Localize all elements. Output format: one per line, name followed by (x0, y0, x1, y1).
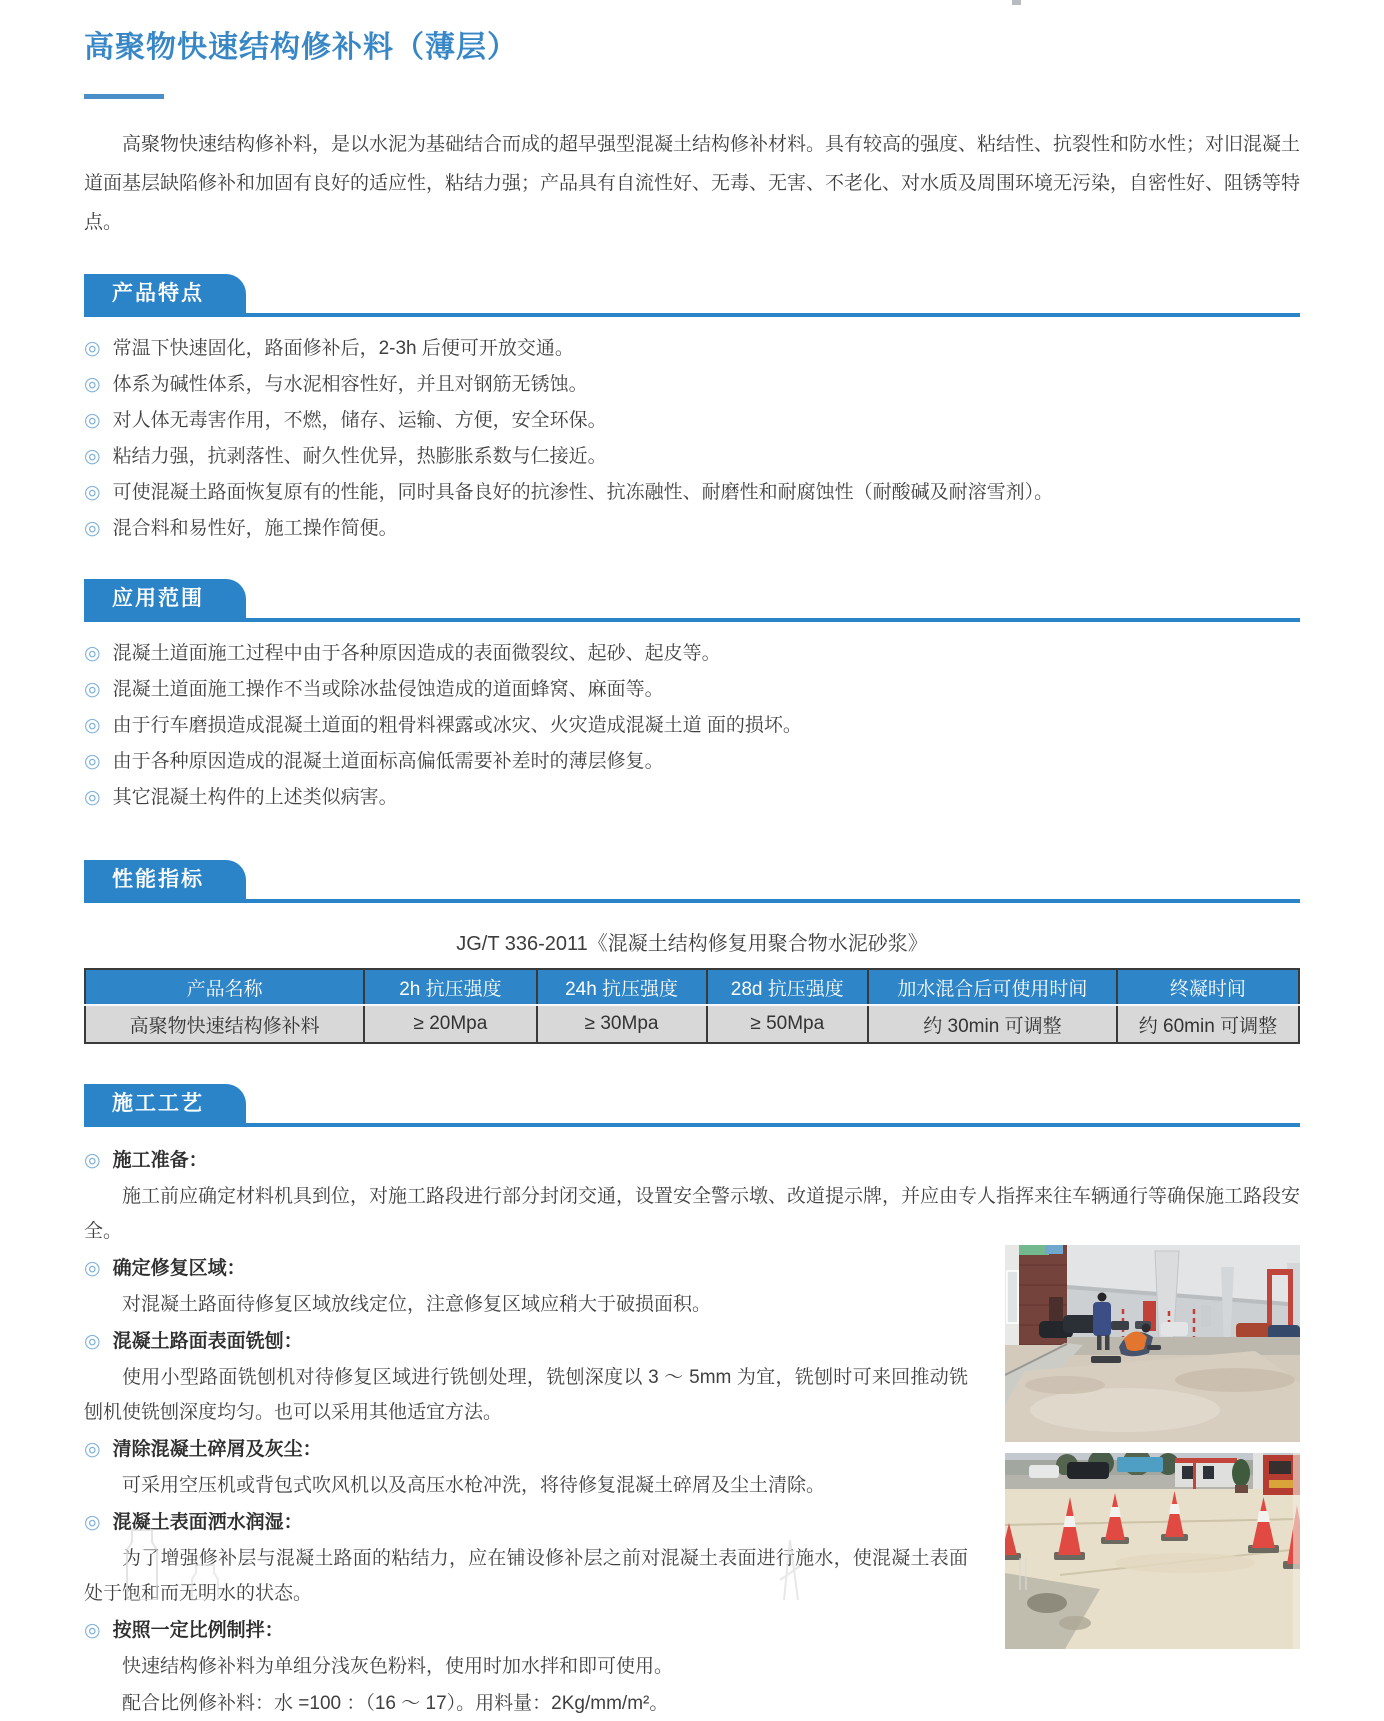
table-cell: ≥ 30Mpa (537, 1005, 707, 1043)
list-item-text: 混凝土道面施工过程中由于各种原因造成的表面微裂纹、起砂、起皮等。 (112, 643, 721, 664)
process-step (84, 1326, 968, 1430)
bullet-icon: ◎ (84, 787, 101, 808)
list-item (84, 780, 1300, 816)
bullet-icon: ◎ (84, 410, 101, 431)
table-header-cell: 加水混合后可使用时间 (868, 969, 1117, 1005)
table-header-cell: 28d 抗压强度 (707, 969, 868, 1005)
intro-paragraph: 高聚物快速结构修补料，是以水泥为基础结合而成的超早强型混凝土结构修补材料。具有较高的强度、粘结性、抗裂性和防水性；对旧混凝土道面基层缺陷修补和加固有良好的适应性，粘结力强；产品具有自流性好、无毒、无害、不老化、对水质及周围环境无污染，自密性好、阻锈等特点。 (84, 134, 1301, 233)
photo-stack (1005, 1245, 1300, 1649)
list-item-text: 可使混凝土路面恢复原有的性能，同时具备良好的抗渗性、抗冻融性、耐磨性和耐腐蚀性（耐酸碱及耐溶雪剂）。 (112, 482, 1054, 503)
bullet-icon: ◎ (84, 1331, 101, 1352)
step-heading (84, 1253, 968, 1285)
step-text: 对混凝土路面待修复区域放线定位，注意修复区域应稍大于破损面积。 (122, 1294, 712, 1315)
performance-table (84, 968, 1300, 1044)
step-heading-text: 确定修复区域： (112, 1258, 246, 1279)
step-heading (84, 1615, 968, 1647)
table-row (85, 1005, 1299, 1043)
list-item (84, 403, 1300, 439)
bullet-icon: ◎ (84, 1512, 101, 1533)
page-title: 高聚物快速结构修补料（薄层） (84, 31, 518, 64)
section-header-process (84, 1084, 1300, 1127)
step-text: 为了增强修补层与混凝土路面的粘结力，应在铺设修补层之前对混凝土表面进行施水，使混凝土表面处于饱和而无明水的状态。 (84, 1548, 968, 1604)
bullet-icon: ◎ (84, 643, 101, 664)
list-item-text: 混合料和易性好，施工操作简便。 (112, 518, 398, 539)
section-header-performance (84, 860, 1300, 903)
construction-photo-workers (1005, 1245, 1300, 1442)
list-item-text: 由于行车磨损造成混凝土道面的粗骨料裸露或冰灾、火灾造成混凝土道 面的损坏。 (112, 715, 802, 736)
step-text: 施工前应确定材料机具到位，对施工路段进行部分封闭交通，设置安全警示墩、改道提示牌，并应由专人指挥来往车辆通行等确保施工路段安全。 (84, 1186, 1301, 1242)
bullet-icon: ◎ (84, 1439, 101, 1460)
bullet-icon: ◎ (84, 715, 101, 736)
section-heading-label: 应用范围 (84, 579, 246, 618)
step-heading-text: 施工准备： (112, 1150, 208, 1171)
section-header-applications (84, 579, 1300, 622)
table-header-row (85, 969, 1299, 1005)
step-heading (84, 1145, 1300, 1177)
step-heading (84, 1507, 968, 1539)
step-heading-text: 按照一定比例制拌： (112, 1620, 284, 1641)
list-item-text: 常温下快速固化，路面修补后，2-3h 后便可开放交通。 (112, 338, 574, 359)
list-item-text: 体系为碱性体系，与水泥相容性好，并且对钢筋无锈蚀。 (112, 374, 588, 395)
table-header-cell: 终凝时间 (1117, 969, 1299, 1005)
table-header-cell: 2h 抗压强度 (364, 969, 536, 1005)
list-item-text: 混凝土道面施工操作不当或除冰盐侵蚀造成的道面蜂窝、麻面等。 (112, 679, 664, 700)
process-step (84, 1145, 1300, 1249)
features-list (84, 331, 1300, 547)
bullet-icon: ◎ (84, 482, 101, 503)
list-item (84, 744, 1300, 780)
step-heading-text: 混凝土表面洒水润湿： (112, 1512, 303, 1533)
table-cell: ≥ 50Mpa (707, 1005, 868, 1043)
process-step (84, 1615, 968, 1721)
list-item-text: 由于各种原因造成的混凝土道面标高偏低需要补差时的薄层修复。 (112, 751, 664, 772)
step-heading (84, 1326, 968, 1358)
bullet-icon: ◎ (84, 751, 101, 772)
step-text: 可采用空压机或背包式吹风机以及高压水枪冲洗，将待修复混凝土碎屑及尘土清除。 (122, 1475, 826, 1496)
list-item (84, 672, 1300, 708)
bullet-icon: ◎ (84, 446, 101, 467)
table-cell: 约 30min 可调整 (868, 1005, 1117, 1043)
process-body (84, 1145, 1300, 1721)
title-underline (84, 94, 164, 99)
table-header-cell: 产品名称 (85, 969, 364, 1005)
bullet-icon: ◎ (84, 679, 101, 700)
table-cell: 约 60min 可调整 (1117, 1005, 1299, 1043)
list-item (84, 636, 1300, 672)
list-item (84, 708, 1300, 744)
bullet-icon: ◎ (84, 518, 101, 539)
table-header-cell: 24h 抗压强度 (537, 969, 707, 1005)
bullet-icon: ◎ (84, 374, 101, 395)
table-caption: JG/T 336-2011《混凝土结构修复用聚合物水泥砂浆》 (456, 933, 928, 955)
list-item-text: 对人体无毒害作用，不燃，储存、运输、方便，安全环保。 (112, 410, 607, 431)
bullet-icon: ◎ (84, 1150, 101, 1171)
step-text: 使用小型路面铣刨机对待修复区域进行铣刨处理，铣刨深度以 3 ～ 5mm 为宜，铣刨时可来回推动铣刨机使铣刨深度均匀。也可以采用其他适宜方法。 (84, 1367, 968, 1423)
table-cell: ≥ 20Mpa (364, 1005, 536, 1043)
section-heading-label: 性能指标 (84, 860, 246, 899)
step-text: 快速结构修补料为单组分浅灰色粉料，使用时加水拌和即可使用。 (122, 1656, 674, 1677)
step-heading-text: 清除混凝土碎屑及灰尘： (112, 1439, 322, 1460)
list-item (84, 439, 1300, 475)
list-item (84, 475, 1300, 511)
list-item (84, 331, 1300, 367)
section-heading-label: 施工工艺 (84, 1084, 246, 1123)
applications-list (84, 636, 1300, 816)
list-item (84, 511, 1300, 547)
list-item-text: 粘结力强，抗剥落性、耐久性优异，热膨胀系数与仁接近。 (112, 446, 607, 467)
bullet-icon: ◎ (84, 1620, 101, 1641)
process-step (84, 1253, 968, 1322)
construction-photo-cones (1005, 1453, 1300, 1649)
bullet-icon: ◎ (84, 338, 101, 359)
process-step (84, 1507, 968, 1611)
table-cell: 高聚物快速结构修补料 (85, 1005, 364, 1043)
section-header-features (84, 274, 1300, 317)
process-steps-narrow (84, 1253, 968, 1721)
step-heading (84, 1434, 968, 1466)
list-item-text: 其它混凝土构件的上述类似病害。 (112, 787, 398, 808)
bullet-icon: ◎ (84, 1258, 101, 1279)
section-heading-label: 产品特点 (84, 274, 246, 313)
process-step (84, 1434, 968, 1503)
list-item (84, 367, 1300, 403)
step-heading-text: 混凝土路面表面铣刨： (112, 1331, 303, 1352)
step-text: 配合比例修补料：水 =100 ：（16 ～ 17）。用料量：2Kg/mm/m²。 (122, 1693, 669, 1714)
